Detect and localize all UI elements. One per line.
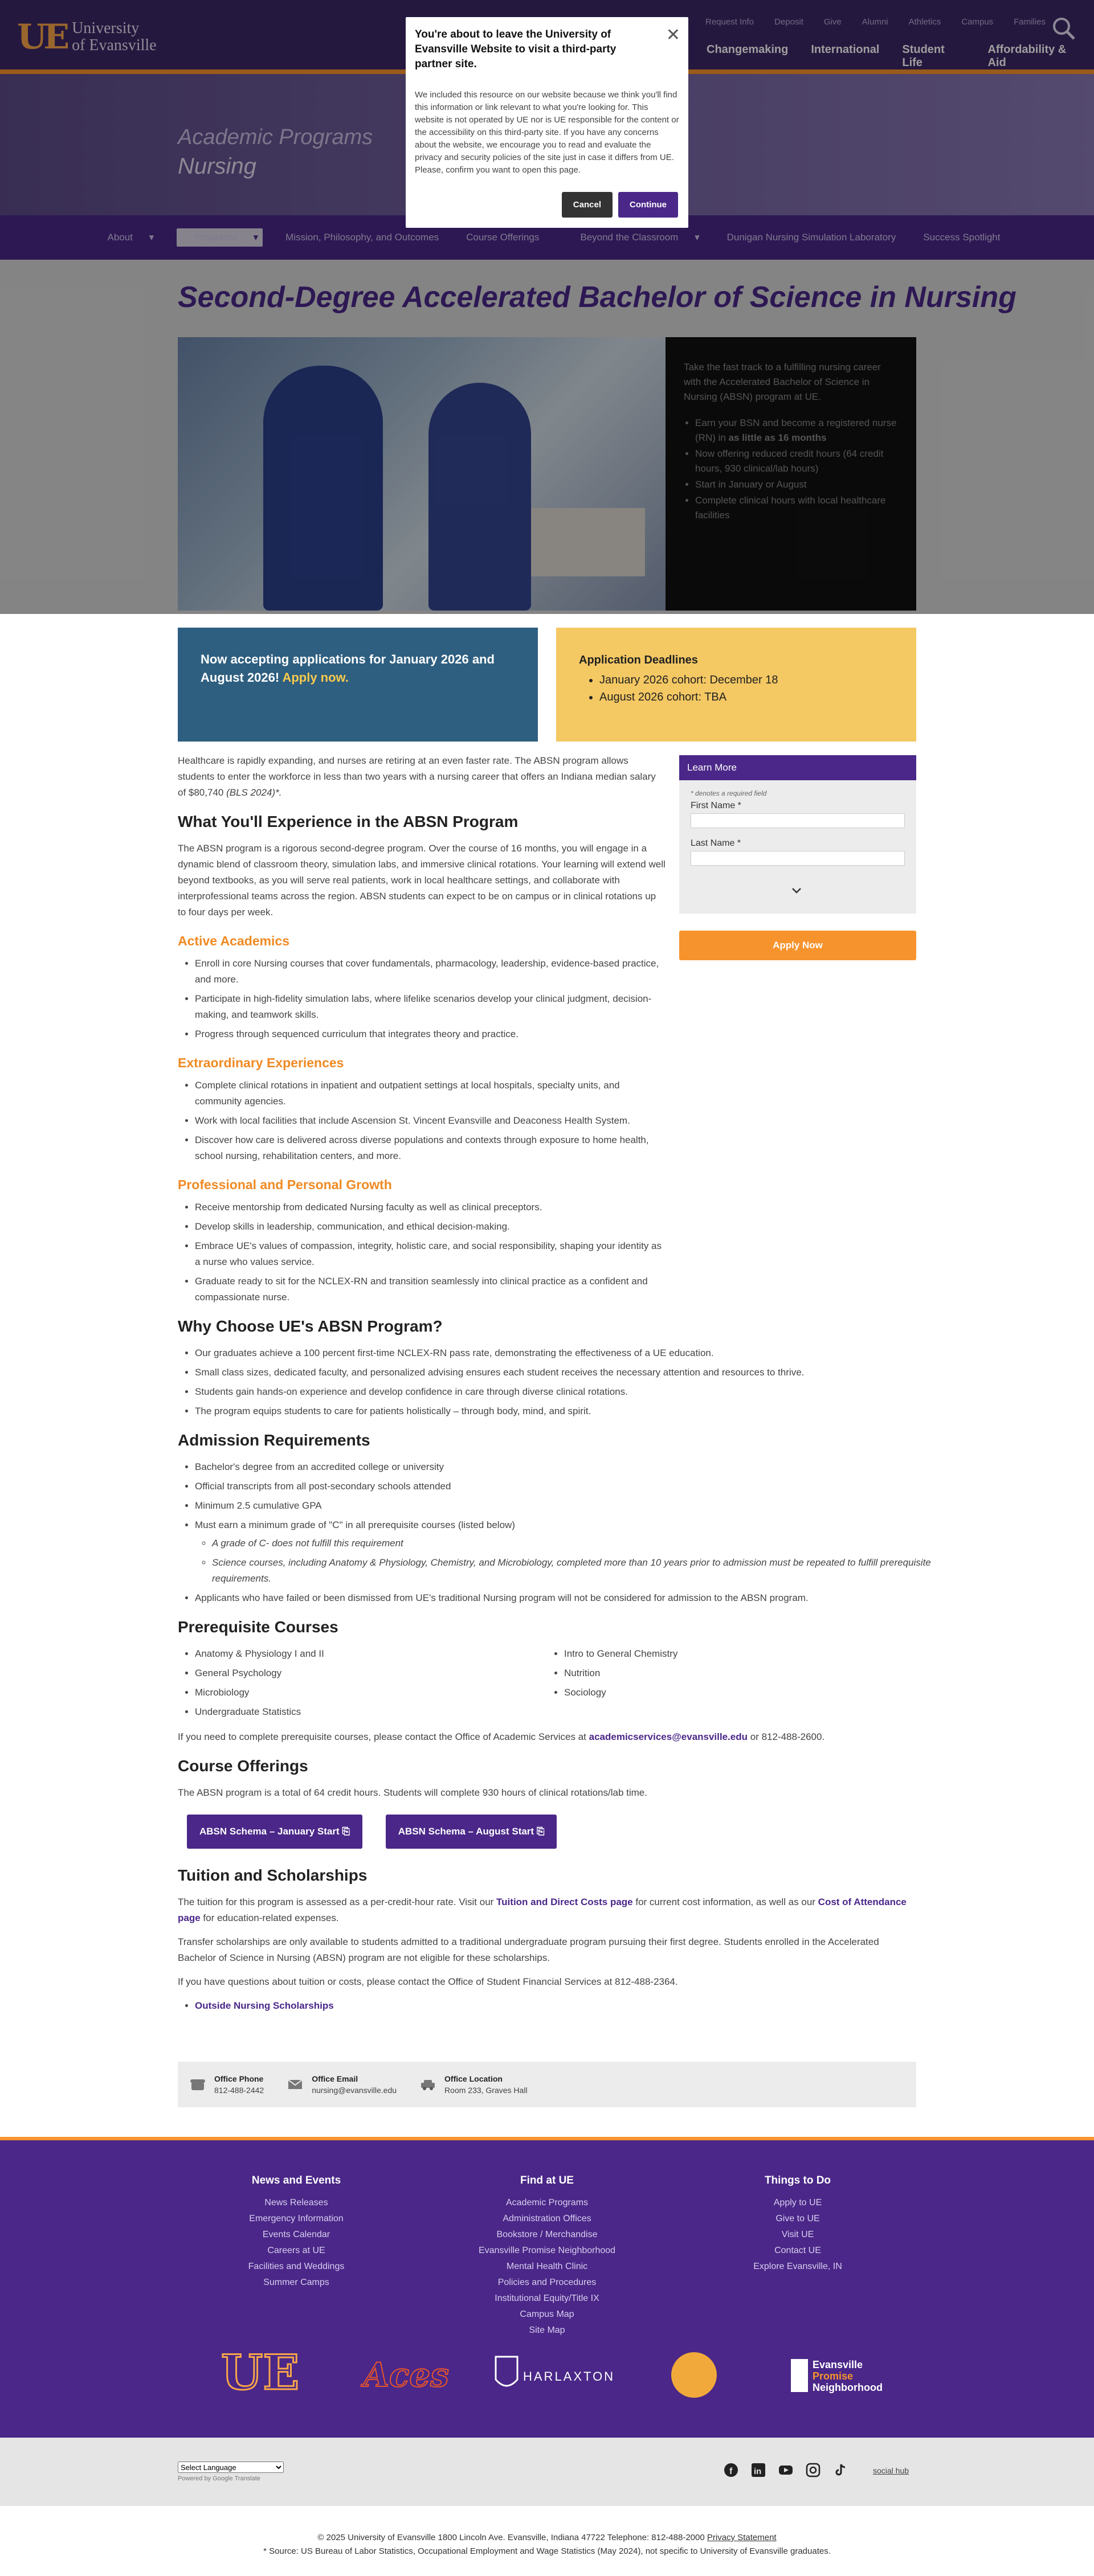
first-name-label: First Name * (691, 801, 741, 810)
office-phone: Office Phone 812-488-2442 (189, 2073, 264, 2096)
extraordinary-list (195, 1078, 666, 1164)
prereq-list-left (195, 1646, 547, 1723)
admission-heading: Admission Requirements (178, 1431, 370, 1449)
list-item: • Now offering reduced credit hours (64 credit hours, 930 clinical/lab hours) (695, 447, 898, 476)
office-location: Office Location Room 233, Graves Hall (419, 2073, 528, 2096)
list-item: • Discover how care is delivered across diverse populations and contexts through exposure to home health, school nursing, rehabilitation centers, and more. (195, 1132, 666, 1164)
tuition-heading: Tuition and Scholarships (178, 1866, 368, 1884)
partner-logos (221, 2346, 905, 2403)
footer-link[interactable]: Policies and Procedures (497, 2278, 597, 2287)
copyright-text: © 2025 University of Evansville 1800 Lincoln Ave. Evansville, Indiana 47722 Telephone: 812-488-2000 (317, 2533, 705, 2542)
footer-link[interactable]: Summer Camps (263, 2278, 329, 2287)
prereq-heading: Prerequisite Courses (178, 1618, 338, 1636)
footer-link[interactable]: Academic Programs (505, 2198, 589, 2208)
list-item: • Must earn a minimum grade of "C" in all prerequisite courses (listed below) ◦ A grade of C- does not fulfill this requirement ◦ Science courses, including Anatomy & Physiology, Chemistry, and Microbiology, completed more than 10 years prior to admission must be repeated to fulfill prerequisite requirements. (195, 1517, 933, 1587)
external-link-modal (406, 17, 688, 228)
required-note: * denotes a required field (691, 789, 767, 797)
footer-link[interactable]: Explore Evansville, IN (753, 2262, 842, 2271)
util-link-deposit[interactable]: Deposit (774, 17, 803, 27)
contact-bar (178, 2062, 916, 2107)
svg-text:in: in (754, 2467, 762, 2476)
list-item: • Complete clinical rotations in inpatient and outpatient settings at local hospitals, specialty units, and community agencies. (195, 1078, 666, 1109)
footer-link[interactable]: Campus Map (520, 2309, 574, 2319)
list-item: • Small class sizes, dedicated faculty, and personalized advising ensures each student receives the necessary attention and resources to thrive. (195, 1365, 933, 1381)
academic-services-email-link[interactable]: academicservices@evansville.edu (589, 1731, 748, 1742)
main-nav-changemaking[interactable]: Changemaking (707, 43, 789, 56)
footer-link[interactable]: Mental Health Clinic (506, 2262, 588, 2271)
ue-footer-logo: UE (221, 2346, 300, 2401)
main-nav-international[interactable]: International (811, 43, 880, 56)
privacy-statement-link[interactable]: Privacy Statement (707, 2533, 777, 2542)
chevron-down-icon[interactable] (791, 885, 802, 896)
aces-logo: Aces (364, 2356, 449, 2394)
why-list (195, 1345, 933, 1419)
util-link-alumni[interactable]: Alumni (862, 17, 888, 27)
last-name-input[interactable] (691, 851, 905, 866)
subnav-programs[interactable]: Programs ▾ (177, 228, 263, 247)
list-item: • Official transcripts from all post-secondary schools attended (195, 1479, 933, 1494)
list-item: • Participate in high-fidelity simulation labs, where lifelike scenarios develop your clinical judgment, decision-making, and teamwork skills. (195, 991, 666, 1023)
deadlines-callout (556, 628, 916, 742)
subnav-beyond-classroom[interactable]: Beyond the Classroom ▾ (580, 232, 700, 243)
course-offerings-heading: Course Offerings (178, 1757, 308, 1775)
absn-schema-august-button[interactable]: ABSN Schema – August Start ⎘ (386, 1815, 557, 1849)
form-title: Learn More (679, 755, 916, 780)
footer-utility (0, 2438, 1094, 2506)
hero-subtitle: Academic Programs (178, 125, 373, 149)
list-item: • Nutrition (564, 1665, 916, 1681)
apply-now-link[interactable]: Apply now. (282, 670, 349, 685)
office-email: Office Email nursing@evansville.edu (287, 2073, 397, 2096)
page-title: Second-Degree Accelerated Bachelor of Science in Nursing (178, 281, 1017, 314)
svg-text:HARLAXTON: HARLAXTON (523, 2369, 615, 2383)
footer-link[interactable]: Bookstore / Merchandise (496, 2230, 598, 2239)
footer-link[interactable]: Facilities and Weddings (248, 2262, 345, 2271)
extraordinary-heading: Extraordinary Experiences (178, 1055, 344, 1070)
promise-neighborhood-logo (791, 2359, 883, 2393)
footer-link[interactable]: Emergency Information (249, 2214, 344, 2223)
footer-legal (0, 2506, 1094, 2576)
list-item: • Intro to General Chemistry (564, 1646, 916, 1662)
language-select[interactable] (178, 2462, 284, 2473)
continue-button[interactable]: Continue (618, 192, 678, 218)
list-item: • Anatomy & Physiology I and II (195, 1646, 547, 1662)
source-note: * Source: US Bureau of Labor Statistics, Occupational Employment and Wage Statistics (May 2024), not specific to University of Evansville graduates. (263, 2546, 831, 2556)
facebook-icon[interactable] (724, 2463, 738, 2477)
footer-link[interactable]: Administration Offices (503, 2214, 591, 2223)
social-links (724, 2463, 848, 2477)
footer-link[interactable]: Careers at UE (267, 2246, 325, 2255)
modal-body: We included this resource on our website because we think you'll find this information or link relevant to what you're looking for. This website is not operated by UE nor is UE responsible for the content or the accessibility on this third-party site. If you have any concerns about the website, we encourage you to read and evaluate the privacy and security policies of the site just in case it differs from UE. Please, confirm you want to open this page. (415, 90, 679, 175)
experience-heading: What You'll Experience in the ABSN Program (178, 813, 519, 830)
util-link-campus[interactable]: Campus (961, 17, 994, 27)
google-translate-credit: Powered by Google Translate (178, 2475, 260, 2482)
svg-text:Promise: Promise (813, 2370, 854, 2382)
social-hub-link[interactable]: social hub (873, 2466, 909, 2475)
footer-link[interactable]: Contact UE (774, 2246, 821, 2255)
active-academics-heading: Active Academics (178, 933, 290, 948)
first-name-input[interactable] (691, 813, 905, 828)
scholarship-paragraph: Transfer scholarships are only available to students admitted to a traditional undergraduate program pursuing their first degree. Students enrolled in the Accelerated Bachelor of Science in Nursing (ABSN) program are not eligible for these scholarships. (178, 1936, 879, 1963)
car-icon (419, 2078, 436, 2091)
util-link-families[interactable]: Families (1014, 17, 1046, 27)
list-item: • Undergraduate Statistics (195, 1704, 547, 1720)
main-nav-student-life[interactable]: Student Life (902, 43, 945, 69)
list-item: • Start in January or August (695, 477, 898, 492)
footer-link[interactable]: Evansville Promise Neighborhood (478, 2246, 616, 2255)
why-heading: Why Choose UE's ABSN Program? (178, 1317, 443, 1335)
list-item: • Microbiology (195, 1685, 547, 1701)
footer-news-events: News and Events News Releases Emergency Information Events Calendar Careers at UE Facilities and Weddings Summer Camps (205, 2174, 387, 2291)
hero-title: Nursing (178, 154, 256, 179)
highlights-intro: Take the fast track to a fulfilling nursing career with the Accelerated Bachelor of Science in Nursing (ABSN) program at UE. (684, 362, 881, 402)
applications-callout: Now accepting applications for January 2026 and August 2026! Apply now. (178, 628, 538, 742)
list-item: • General Psychology (195, 1665, 547, 1681)
subnav-about[interactable]: About ▾ (107, 232, 154, 243)
list-item: • Embrace UE's values of compassion, integrity, holistic care, and social responsibility, shaping your identity as a nurse who values service. (195, 1238, 666, 1270)
growth-list (195, 1199, 666, 1305)
absn-schema-january-button[interactable]: ABSN Schema – January Start ⎘ (187, 1815, 362, 1849)
footer-link[interactable]: News Releases (264, 2198, 328, 2208)
instagram-icon[interactable] (806, 2463, 820, 2477)
footer-find-at-ue: Find at UE Academic Programs Administration Offices Bookstore / Merchandise Evansville Promise Neighborhood Mental Health Clinic Policies and Procedures Institutional Equity/Title IX Campus Map Site Map (456, 2174, 638, 2339)
prereq-note: If you need to complete prerequisite courses, please contact the Office of Academic Services at academicservices@evansville.edu or 812-488-2600. (178, 1731, 825, 1742)
modal-title: You're about to leave the University of Evansville Website to visit a third-party partner site. (415, 28, 617, 70)
svg-text:Evansville: Evansville (813, 2359, 863, 2370)
footer-link[interactable]: Events Calendar (262, 2230, 330, 2239)
list-item: • Graduate ready to sit for the NCLEX-RN and transition seamlessly into clinical practice as a confident and compassionate nurse. (195, 1273, 666, 1305)
list-item: • August 2026 cohort: TBA (599, 689, 893, 706)
close-icon[interactable]: ✕ (666, 26, 680, 44)
cost-of-attendance-link[interactable]: Cost of Attendance page (178, 1897, 907, 1923)
main-nav-affordability[interactable]: Affordability & Aid (987, 43, 1067, 69)
intro-paragraph: Healthcare is rapidly expanding, and nurses are retiring at an even faster rate. The ABSN program allows students to enter the workforce in less than two years with a nursing career that offers an Indiana median salary of $80,740 (BLS 2024)*. (178, 755, 656, 798)
subnav-simulation-lab[interactable]: Dunigan Nursing Simulation Laboratory (726, 232, 896, 243)
last-name-label: Last Name * (691, 838, 741, 848)
util-link-athletics[interactable]: Athletics (908, 17, 941, 27)
list-item: • Sociology (564, 1685, 916, 1701)
deadlines-title: Application Deadlines (579, 654, 698, 666)
footer-things-to-do: Things to Do Apply to UE Give to UE Visit UE Contact UE Explore Evansville, IN (707, 2174, 889, 2275)
email-icon (287, 2078, 304, 2091)
phone-icon (189, 2078, 206, 2091)
apply-now-button[interactable]: Apply Now (679, 931, 916, 960)
list-item: • Earn your BSN and become a registered nurse (RN) in as little as 16 months (695, 416, 898, 445)
ue-logo-mark: UE (17, 17, 67, 57)
footer-link[interactable]: Give to UE (775, 2214, 820, 2223)
list-item: • Our graduates achieve a 100 percent first-time NCLEX-RN pass rate, demonstrating the effectiveness of a UE education. (195, 1345, 933, 1361)
seal-logo (671, 2352, 717, 2398)
financial-services-paragraph: If you have questions about tuition or costs, please contact the Office of Student Financial Services at 812-488-2364. (178, 1976, 678, 1987)
list-item: ◦ A grade of C- does not fulfill this requirement (212, 1535, 933, 1551)
list-item: • Applicants who have failed or been dismissed from UE's traditional Nursing program will not be considered for admission to the ABSN program. (195, 1590, 933, 1606)
harlaxton-logo (496, 2357, 615, 2386)
office-email-link[interactable]: nursing@evansville.edu (312, 2086, 397, 2095)
list-item (195, 1998, 666, 2014)
linkedin-icon[interactable] (751, 2463, 766, 2477)
list-item: • Work with local facilities that include Ascension St. Vincent Evansville and Deaconess Health System. (195, 1113, 666, 1129)
site-footer (0, 2140, 1094, 2438)
subnav-course-offerings[interactable]: Course Offerings (466, 232, 540, 243)
youtube-icon[interactable] (778, 2463, 793, 2477)
growth-heading: Professional and Personal Growth (178, 1177, 392, 1192)
subnav-mission[interactable]: Mission, Philosophy, and Outcomes (285, 232, 439, 243)
list-item: ◦ Science courses, including Anatomy & Physiology, Chemistry, and Microbiology, completed more than 10 years prior to admission must be repeated to fulfill prerequisite requirements. (212, 1555, 933, 1587)
list-item: • Develop skills in leadership, communication, and ethical decision-making. (195, 1219, 666, 1235)
list-item: • Minimum 2.5 cumulative GPA (195, 1498, 933, 1514)
footer-link[interactable]: Visit UE (781, 2230, 814, 2239)
footer-link[interactable]: Site Map (529, 2325, 565, 2335)
ue-logo-text: University of Evansville (72, 19, 157, 54)
course-offerings-paragraph: The ABSN program is a total of 64 credit hours. Students will complete 930 hours of clinical rotations/lab time. (178, 1787, 647, 1798)
learn-more-form (679, 755, 916, 914)
list-item: • Complete clinical hours with local healthcare facilities (695, 493, 898, 523)
util-link-give[interactable]: Give (823, 17, 842, 27)
list-item: • Bachelor's degree from an accredited college or university (195, 1459, 933, 1475)
active-academics-list (195, 956, 666, 1042)
admission-list (195, 1459, 933, 1606)
prereq-list-right (564, 1646, 916, 1723)
footer-link[interactable]: Apply to UE (773, 2198, 822, 2208)
list-item: • Progress through sequenced curriculum that integrates theory and practice. (195, 1026, 666, 1042)
footer-link[interactable]: Institutional Equity/Title IX (495, 2294, 599, 2303)
cancel-button[interactable]: Cancel (562, 192, 613, 218)
outside-scholarships-link[interactable]: Outside Nursing Scholarships (195, 2000, 334, 2011)
list-item: • The program equips students to care for patients holistically – through body, mind, and spirit. (195, 1403, 933, 1419)
experience-paragraph: The ABSN program is a rigorous second-degree program. Over the course of 16 months, you will engage in a dynamic blend of classroom theory, simulation labs, and immersive clinical rotations. Your learning will extend well beyond textbooks, as you will serve real patients, work in local healthcare settings, and collaborate with interprofessional teams across the region. ABSN students can expect to be on campus or in clinical rotations up to four days per week. (178, 843, 666, 918)
list-item: • Enroll in core Nursing courses that cover fundamentals, pharmacology, leadership, evidence-based practice, and more. (195, 956, 666, 988)
svg-text:f: f (729, 2467, 733, 2476)
util-link-request-info[interactable]: Request Info (705, 17, 754, 27)
list-item: • Receive mentorship from dedicated Nursing faculty as well as clinical preceptors. (195, 1199, 666, 1215)
tuition-paragraph: The tuition for this program is assessed as a per-credit-hour rate. Visit our Tuition and Direct Costs page for current cost information, as well as our Cost of Attendance page for education-related expenses. (178, 1897, 907, 1923)
svg-text:Neighborhood: Neighborhood (813, 2382, 883, 2393)
tiktok-icon[interactable] (833, 2463, 848, 2477)
list-item: • January 2026 cohort: December 18 (599, 671, 893, 689)
tuition-costs-link[interactable]: Tuition and Direct Costs page (496, 1897, 633, 1907)
list-item: • Students gain hands-on experience and develop confidence in care through diverse clinical rotations. (195, 1384, 933, 1400)
subnav-success-spotlight[interactable]: Success Spotlight (923, 232, 1001, 243)
